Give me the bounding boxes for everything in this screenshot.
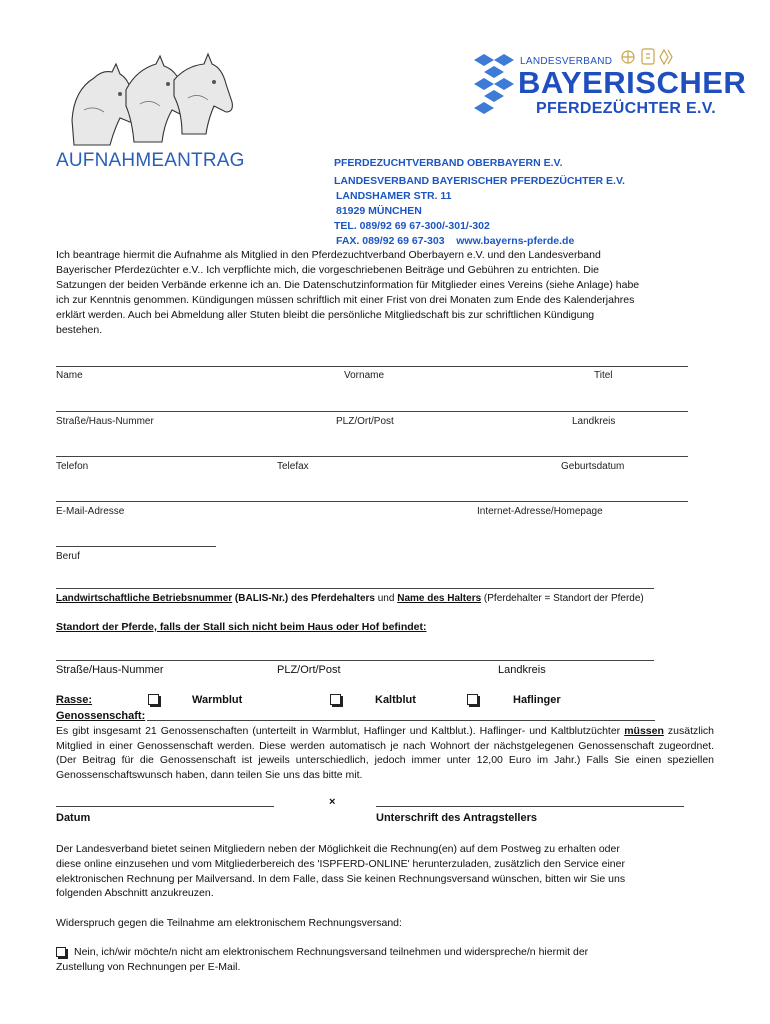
warmblut-label: Warmblut [192,694,243,706]
address-line-5: TEL. 089/92 69 67-300/-301/-302 [334,220,490,232]
standort-line[interactable] [56,660,654,661]
balis-name-halter: Name des Halters [397,593,482,604]
beruf-line[interactable] [56,546,216,547]
geburtsdatum-label: Geburtsdatum [561,461,625,472]
intro-line: ich zur Kenntnis genommen. Kündigungen müssen schriftlich mit einer Frist von drei Monaten zum Ende des Kalenderjahres [56,294,635,306]
unterschrift-label: Unterschrift des Antragstellers [376,812,537,824]
unterschrift-line[interactable] [376,806,684,807]
kaltblut-label: Kaltblut [375,694,416,706]
genossenschaft-muessen: müssen [624,725,664,737]
address-line-2: LANDESVERBAND BAYERISCHER PFERDEZÜCHTER E.V. [334,175,625,187]
genossenschaft-paragraph [56,724,714,782]
online-line: Der Landesverband bietet seinen Mitgliedern neben der Möglichkeit die Rechnung(en) auf dem Postweg zu erhalten oder [56,843,620,855]
online-paragraph [56,842,716,901]
genossenschaft-text-c: zusätzlich Mitglied in einer Genossenschaft werden. Diese werden automatisch je nach Wohnort der nächstgelegenen Genossenschaft zugeordnet. (Der Beitrag für die Genossenschaft ist jeweils unterschiedlich, jedoch immer unter 12,00 Euro im Jahr.) Falls Sie einen speziellen Genossenschaftswunsch haben, dann teilen Sie uns das bitte mit. [56,725,715,781]
horse-heads-illustration [64,50,236,150]
address-line-3: LANDSHAMER STR. 11 [336,190,452,202]
landkreis-label: Landkreis [572,416,616,427]
cross-mark: × [329,796,336,808]
telefax-label: Telefax [277,461,309,472]
titel-label: Titel [594,370,613,381]
balis-label [56,593,644,604]
address-row-line[interactable] [56,411,688,412]
page-title: AUFNAHMEANTRAG [56,150,245,171]
haflinger-label: Haflinger [513,694,561,706]
haflinger-checkbox[interactable] [467,694,478,705]
plz-label: PLZ/Ort/Post [336,416,394,427]
beruf-label: Beruf [56,551,80,562]
intro-line: Bayerischer Pferdezüchter e.V.. Ich verpflichte mich, die vorgeschriebenen Beiträge und Gebühren zu entrichten. Die [56,264,599,276]
datum-label: Datum [56,812,91,824]
nein-line: Zustellung von Rechnungen per E-Mail. [56,961,241,973]
kaltblut-checkbox[interactable] [330,694,341,705]
standort-plz-label: PLZ/Ort/Post [277,664,341,676]
association-logo [468,44,747,126]
genossenschaft-label: Genossenschaft: [56,710,146,722]
intro-line: bestehen. [56,324,103,336]
standort-strasse-label: Straße/Haus-Nummer [56,664,164,676]
balis-und: und [374,593,398,604]
strasse-label: Straße/Haus-Nummer [56,416,154,427]
nein-line: Nein, ich/wir möchte/n nicht am elektronischem Rechnungsversand teilnehmen und widerspreche/n hiermit der [74,946,589,958]
address-line-1: PFERDEZUCHTVERBAND OBERBAYERN E.V. [334,157,563,169]
online-line: folgenden Abschnitt anzukreuzen. [56,887,214,900]
balis-note: (Pferdehalter = Standort der Pferde) [481,593,644,604]
logo-pferdezuechter: PFERDEZÜCHTER E.V. [536,100,716,117]
datum-line[interactable] [56,806,274,807]
online-line: elektronischen Rechnung per Mailversand. In dem Falle, dass Sie keinen Rechnungsversand wünschen, bitten wir Sie uns [56,872,626,885]
balis-nr: (BALIS-Nr.) des Pferdehalters [232,593,375,604]
balis-betriebsnummer: Landwirtschaftliche Betriebsnummer [56,593,233,604]
telefon-label: Telefon [56,461,89,472]
name-label: Name [56,370,83,381]
intro-paragraph [56,248,716,338]
intro-line: erklärt werden. Auch bei Abmeldung aller Stuten bleibt die persönliche Mitgliedschaft bis zur schriftlichen Kündigung [56,309,595,321]
vorname-label: Vorname [344,370,385,381]
email-row-line[interactable] [56,501,688,502]
address-line-4: 81929 MÜNCHEN [336,205,422,217]
online-line: diese online einzusehen und vom Mitgliederbereich des 'ISPFERD-ONLINE' herunterzuladen, zusätzlich den Service einer [56,857,625,870]
genossenschaft-line[interactable] [147,720,655,721]
logo-bayerischer: BAYERISCHER [518,65,747,100]
intro-line: Ich beantrage hiermit die Aufnahme als Mitglied in den Pferdezuchtverband Oberbayern e.V. und den Landesverband [56,249,601,261]
phone-row-line[interactable] [56,456,688,457]
nein-paragraph [56,945,716,975]
standort-heading: Standort der Pferde, falls der Stall sich nicht beim Haus oder Hof befindet: [56,621,427,633]
warmblut-checkbox[interactable] [148,694,159,705]
name-row-line[interactable] [56,366,688,367]
logo-landesverband: LANDESVERBAND [520,56,613,67]
address-line-6: FAX. 089/92 69 67-303 www.bayerns-pferde.de [336,235,575,247]
balis-line[interactable] [56,588,654,589]
genossenschaft-text-a: Es gibt insgesamt 21 Genossenschaften (unterteilt in Warmblut, Haflinger und Kaltblut.). Haflinger- und Kaltblutzüchter [56,725,625,737]
widerspruch-text: Widerspruch gegen die Teilnahme am elektronischem Rechnungsversand: [56,917,402,929]
email-label: E-Mail-Adresse [56,506,125,517]
internet-label: Internet-Adresse/Homepage [477,506,603,517]
rasse-label: Rasse: [56,694,93,706]
intro-line: Satzungen der beiden Verbände erkenne ich an. Die Datenschutzinformation für Mitglieder eines Vereins (siehe Anlage) habe [56,279,640,291]
standort-landkreis-label: Landkreis [498,664,546,676]
